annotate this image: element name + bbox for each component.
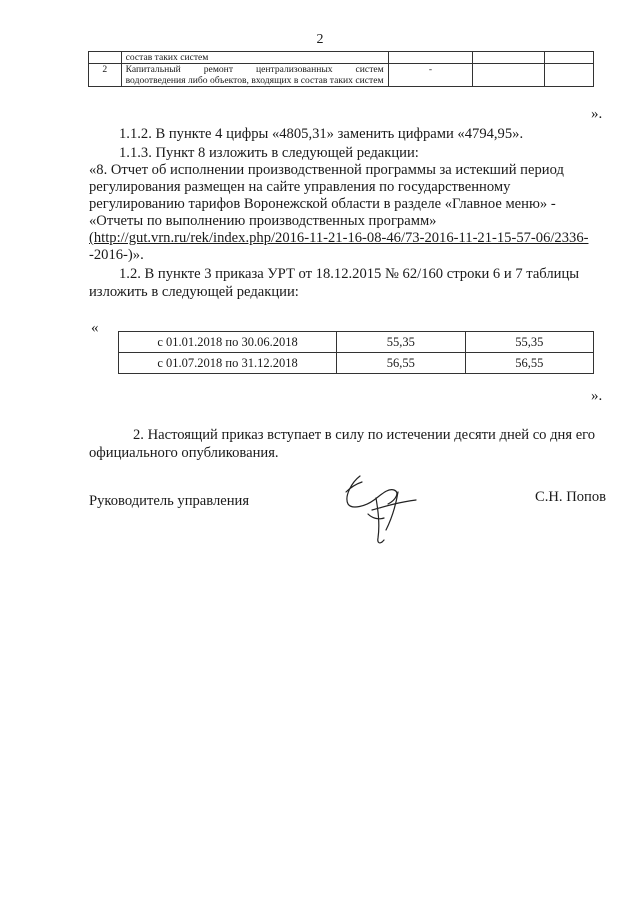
paragraph-2-continued: официального опубликования. [89, 445, 279, 461]
row-value [544, 64, 593, 87]
table-row [89, 52, 594, 64]
item-8-text-line: регулирования размещен на сайте управления по государственному [89, 179, 511, 195]
signer-name: С.Н. Попов [535, 489, 607, 505]
tariff-value: 55,35 [337, 332, 465, 353]
tariff-table [118, 331, 594, 374]
item-8-text-line: -2016-)». [89, 247, 144, 263]
report-link[interactable]: (http://gut.vrn.ru/rek/index.php/2016-11-21-16-08-46/73-2016-11-21-15-57-06/2336- [89, 230, 589, 246]
paragraph-1-1-3: 1.1.3. Пункт 8 изложить в следующей редакции: [119, 145, 419, 161]
item-8-text-line: «8. Отчет об исполнении производственной программы за истекший период [89, 162, 564, 178]
row-value: - [388, 64, 472, 87]
table-row [119, 332, 594, 353]
item-8-text-line: регулированию тарифов Воронежской области в разделе «Главное меню» - [89, 196, 556, 212]
table-row [89, 64, 594, 87]
paragraph-1-2: 1.2. В пункте 3 приказа УРТ от 18.12.2015 № 62/160 строки 6 и 7 таблицы [119, 266, 580, 282]
tariff-value: 55,35 [465, 332, 593, 353]
row-number: 2 [89, 64, 122, 87]
page-number: 2 [316, 32, 324, 47]
item-8-text-line: «Отчеты по выполнению производственных программ» [89, 213, 437, 229]
paragraph-1-1-2: 1.1.2. В пункте 4 цифры «4805,31» заменить цифрами «4794,95». [119, 126, 524, 142]
tariff-value: 56,55 [465, 353, 593, 374]
closing-quote: ». [591, 106, 603, 122]
tariff-period: с 01.01.2018 по 30.06.2018 [119, 332, 337, 353]
capital-repair-table [88, 51, 594, 87]
paragraph-2: 2. Настоящий приказ вступает в силу по истечении десяти дней со дня его [133, 427, 596, 443]
row-number [89, 52, 122, 64]
signer-title: Руководитель управления [89, 493, 250, 509]
row-value [544, 52, 593, 64]
opening-quote: « [91, 320, 99, 336]
row-name: Капитальный ремонт централизованных систем водоотведения либо объектов, входящих в состав таких систем [121, 64, 388, 87]
tariff-value: 56,55 [337, 353, 465, 374]
row-value [388, 52, 472, 64]
closing-quote: ». [591, 388, 603, 404]
handwritten-signature [338, 470, 428, 550]
paragraph-1-2-continued: изложить в следующей редакции: [89, 284, 299, 300]
row-value [473, 64, 545, 87]
row-name: состав таких систем [121, 52, 388, 64]
row-value [473, 52, 545, 64]
table-row [119, 353, 594, 374]
tariff-period: с 01.07.2018 по 31.12.2018 [119, 353, 337, 374]
